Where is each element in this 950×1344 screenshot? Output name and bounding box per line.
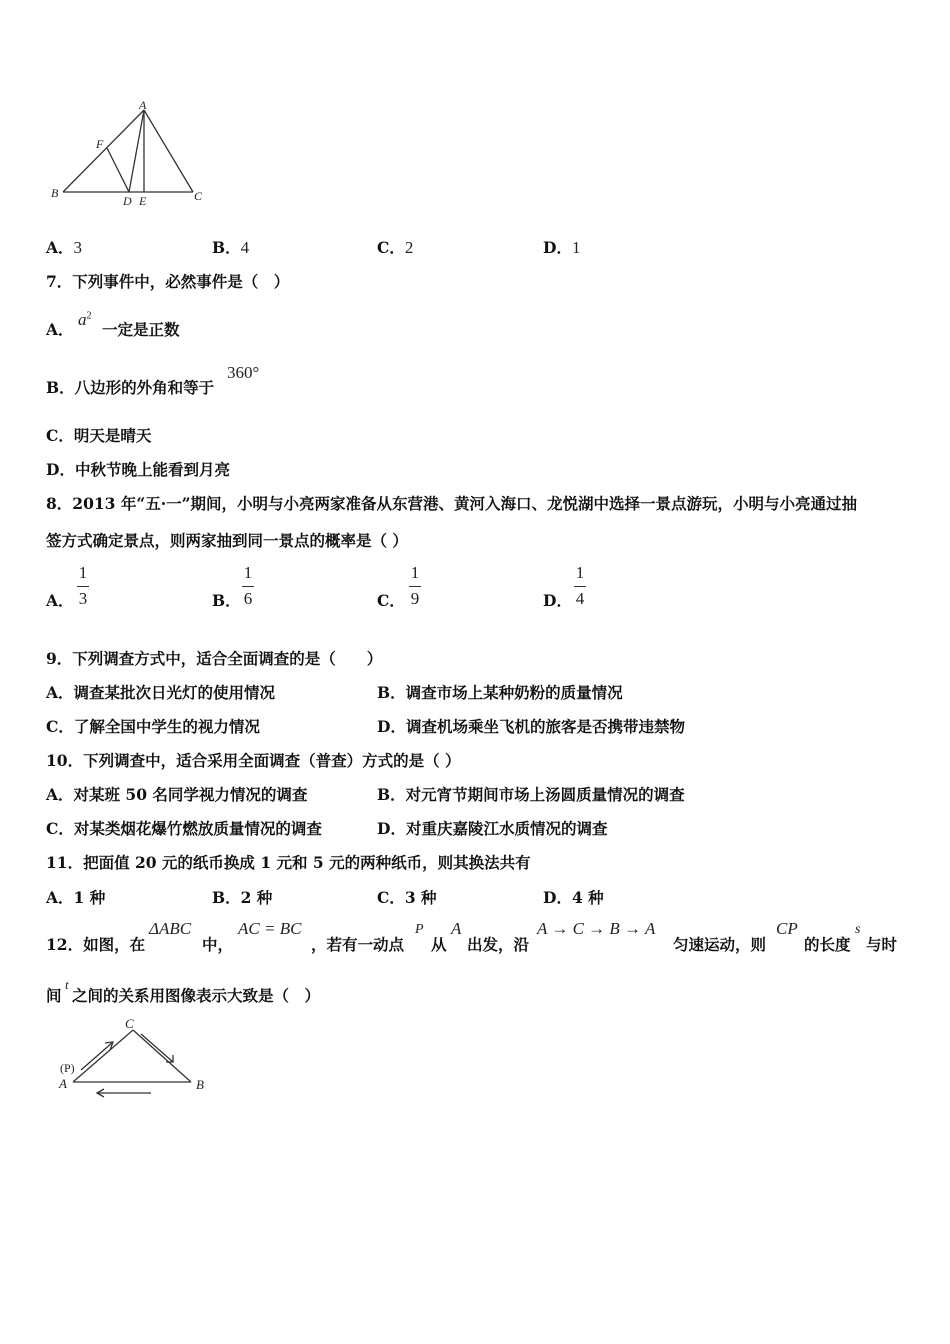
q10-stem: 10．下列调查中，适合采用全面调查（普查）方式的是（ ）: [46, 751, 461, 770]
q7-option-a: A．: [46, 320, 74, 339]
q8-stem-line2: 签方式确定景点，则两家抽到同一景点的概率是（ ）: [46, 531, 408, 550]
q12-text-9: 间: [46, 986, 62, 1005]
q12-math-t: t: [65, 977, 69, 992]
q10-option-c: C．对某类烟花爆竹燃放质量情况的调查: [46, 819, 322, 838]
q10-option-b: B．对元宵节期间市场上汤圆质量情况的调查: [377, 785, 685, 804]
q12-text-1: 12．如图，在: [46, 935, 146, 954]
q7-option-c: C．明天是晴天: [46, 426, 152, 445]
q12-math-equal: AC = BC: [238, 919, 302, 938]
q9-option-a: A．调查某批次日光灯的使用情况: [46, 683, 276, 702]
q12-text-10: 之间的关系用图像表示大致是（ ）: [72, 986, 321, 1005]
q6-option-c: C．2: [377, 238, 414, 257]
q8-option-b-fraction: 1 6: [243, 563, 253, 608]
q11-option-d: D．4 种: [543, 888, 604, 907]
q7-option-b-math: 360°: [227, 363, 260, 382]
label-d: D: [123, 194, 132, 208]
q9-option-b: B．调查市场上某种奶粉的质量情况: [377, 683, 623, 702]
q12-text-2: 中，: [202, 935, 234, 954]
q10-option-a: A．对某班 50 名同学视力情况的调查: [46, 785, 308, 804]
triangle-motion-figure-q12: [55, 1014, 220, 1099]
q8-option-d-fraction: 1 4: [575, 563, 585, 608]
label-b: B: [51, 186, 59, 200]
q7-option-d: D．中秋节晚上能看到月亮: [46, 460, 230, 479]
q7-stem: 7．下列事件中，必然事件是（ ）: [46, 272, 290, 291]
q9-stem: 9．下列调查方式中，适合全面调查的是（ ）: [46, 649, 383, 668]
q12-text-7: 的长度: [804, 935, 851, 954]
q11-option-a: A．1 种: [46, 888, 106, 907]
label-c2: C: [125, 1016, 134, 1031]
q12-math-triangle: ΔABC: [149, 919, 192, 938]
label-e: E: [139, 194, 147, 208]
q12-text-4: 从: [431, 935, 447, 954]
label-a: A: [139, 98, 147, 112]
q7-option-b: B．八边形的外角和等于: [46, 378, 215, 397]
q12-text-6: 匀速运动，则: [673, 935, 767, 954]
q12-text-5: 出发，沿: [467, 935, 530, 954]
q12-math-path: A → C → B → A: [537, 919, 656, 938]
q8-stem-line1: 8．2013 年“五·一”期间，小明与小亮两家准备从东营港、黄河入海口、龙悦湖中选择一景点游玩，小明与小亮通过抽: [46, 494, 858, 513]
label-c: C: [194, 189, 203, 203]
label-f: F: [96, 137, 104, 151]
label-a2: A: [59, 1076, 67, 1091]
q10-option-d: D．对重庆嘉陵江水质情况的调查: [377, 819, 608, 838]
q7-option-a-text: 一定是正数: [102, 320, 180, 339]
q8-option-a-fraction: 1 3: [78, 563, 88, 608]
q11-option-c: C．3 种: [377, 888, 437, 907]
q8-option-d: D．: [543, 591, 572, 610]
q12-math-cp: CP: [776, 919, 798, 938]
q8-option-c-fraction: 1 9: [410, 563, 420, 608]
q8-option-b: B．: [212, 591, 241, 610]
q9-option-c: C．了解全国中学生的视力情况: [46, 717, 260, 736]
q8-option-c: C．: [377, 591, 405, 610]
label-p: (P): [60, 1061, 75, 1075]
q12-math-p: P: [415, 922, 424, 937]
triangle-figure-q6: [45, 98, 215, 210]
q7-option-a-math: $a^2$: [78, 310, 92, 329]
q12-text-8: 与时: [866, 935, 898, 954]
q12-text-3: ，若有一动点: [311, 935, 405, 954]
q6-option-b: B．4: [212, 238, 250, 257]
label-b2: B: [196, 1077, 204, 1092]
q8-option-a: A．: [46, 591, 74, 610]
q6-option-d: D．1: [543, 238, 581, 257]
q9-option-d: D．调查机场乘坐飞机的旅客是否携带违禁物: [377, 717, 685, 736]
q11-stem: 11．把面值 20 元的纸币换成 1 元和 5 元的两种纸币，则其换法共有: [46, 853, 531, 872]
q12-math-a: A: [451, 919, 462, 938]
q11-option-b: B．2 种: [212, 888, 273, 907]
q12-math-s: s: [855, 922, 861, 937]
q6-option-a: A．3: [46, 238, 83, 257]
